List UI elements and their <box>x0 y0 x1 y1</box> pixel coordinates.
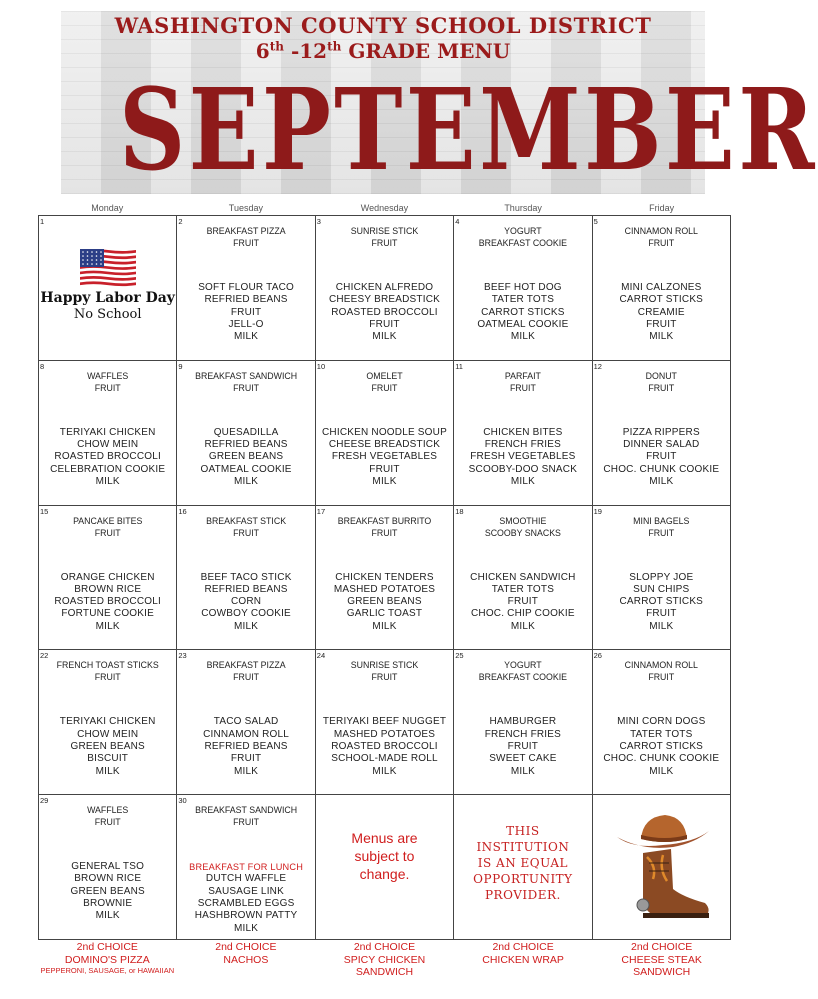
lunch-item: TATER TOTS <box>491 583 555 595</box>
calendar-day-cell <box>316 361 454 506</box>
lunch-item: CHOC. CHIP COOKIE <box>470 608 575 620</box>
second-choice-line: 2nd CHOICE <box>353 941 416 953</box>
lunch-item: CHICKEN ALFREDO <box>335 282 434 293</box>
day-number: 17 <box>316 506 326 516</box>
lunch-item: MILK <box>95 765 120 777</box>
grade-title: 6th -12th GRADE MENU <box>255 39 511 63</box>
lunch-item: TERIYAKI BEEF NUGGET <box>322 716 447 728</box>
second-choice-line: SANDWICH <box>355 966 414 978</box>
lunch-item: REFRIED BEANS <box>204 294 288 306</box>
lunch-item: CHICKEN NOODLE SOUP <box>322 426 447 438</box>
weekday-monday: Monday <box>91 203 124 213</box>
calendar-day-cell <box>39 506 177 651</box>
calendar-day-cell <box>316 506 454 651</box>
breakfast-item: BREAKFAST STICK <box>206 515 287 526</box>
breakfast-menu <box>39 804 176 828</box>
breakfast-item: FRUIT <box>509 382 536 393</box>
calendar-day-cell <box>177 506 315 651</box>
lunch-item: FRESH VEGETABLES <box>331 451 438 463</box>
second-choice-line: CHEESE STEAK <box>621 953 702 966</box>
menu-calendar-grid <box>38 215 731 940</box>
breakfast-item: SCOOBY SNACKS <box>484 527 561 538</box>
weekday-thursday: Thursday <box>504 203 542 213</box>
breakfast-item: FRENCH TOAST STICKS <box>56 660 159 671</box>
lunch-item: CARROT STICKS <box>619 740 704 752</box>
lunch-item: QUESADILLA <box>213 426 279 438</box>
breakfast-item: BREAKFAST SANDWICH <box>195 370 298 381</box>
lunch-item: FRUIT <box>507 740 539 752</box>
lunch-item: FRENCH FRIES <box>484 439 562 451</box>
lunch-item: CHICKEN SANDWICH <box>470 571 576 583</box>
calendar-day-cell <box>177 795 315 940</box>
lunch-item: MASHED POTATOES <box>333 583 436 595</box>
breakfast-item: FRUIT <box>233 527 260 538</box>
lunch-menu <box>593 572 730 633</box>
labor-day-title: Happy Labor Day <box>40 290 175 307</box>
lunch-item: ROASTED BROCCOLI <box>54 596 161 608</box>
calendar-day-cell <box>593 650 731 795</box>
breakfast-menu <box>593 659 730 683</box>
breakfast-menu <box>177 370 314 394</box>
breakfast-item: FRUIT <box>94 672 121 683</box>
second-choice-line: SANDWICH <box>633 966 691 978</box>
lunch-menu <box>593 427 730 488</box>
notice-line: IS AN EQUAL <box>477 856 568 871</box>
lunch-item: ROASTED BROCCOLI <box>54 451 161 463</box>
lunch-item: MILK <box>510 331 535 343</box>
lunch-item: MILK <box>649 331 674 343</box>
lunch-item: CARROT STICKS <box>619 596 704 608</box>
lunch-theme-label: BREAKFAST FOR LUNCH <box>189 862 304 873</box>
breakfast-item: FRUIT <box>94 527 121 538</box>
breakfast-item: PANCAKE BITES <box>73 515 143 526</box>
labor-day-notice <box>39 248 176 323</box>
menu-change-notice <box>316 829 453 883</box>
second-choice-line: 2nd CHOICE <box>631 941 693 953</box>
breakfast-item: FRUIT <box>648 672 675 683</box>
day-number: 19 <box>593 506 602 516</box>
lunch-menu <box>316 716 453 777</box>
lunch-item: OATMEAL COOKIE <box>477 318 569 330</box>
day-number: 30 <box>178 796 187 806</box>
breakfast-item: SUNRISE STICK <box>350 226 419 236</box>
lunch-item: BROWNIE <box>83 898 133 910</box>
day-number: 23 <box>178 651 187 661</box>
lunch-item: TERIYAKI CHICKEN <box>59 716 156 728</box>
day-number: 3 <box>316 217 321 226</box>
breakfast-menu <box>454 515 591 539</box>
breakfast-item: BREAKFAST PIZZA <box>206 226 286 236</box>
lunch-item: FRUIT <box>369 318 400 330</box>
lunch-menu <box>177 716 314 777</box>
lunch-item: PIZZA RIPPERS <box>622 426 700 438</box>
lunch-item: MINI CORN DOGS <box>617 716 706 728</box>
lunch-item: MILK <box>510 765 535 777</box>
breakfast-item: FRUIT <box>648 527 675 538</box>
lunch-item: ROASTED BROCCOLI <box>331 740 438 752</box>
lunch-menu <box>177 282 314 343</box>
day-number: 22 <box>40 651 49 661</box>
lunch-item: MASHED POTATOES <box>333 728 436 740</box>
breakfast-item: FRUIT <box>371 672 398 683</box>
lunch-item: SLOPPY JOE <box>629 571 694 583</box>
lunch-item: CHEESY BREADSTICK <box>328 294 440 306</box>
calendar-day-cell <box>454 506 592 651</box>
day-number: 11 <box>455 361 463 371</box>
lunch-item: GENERAL TSO <box>71 861 145 873</box>
calendar-day-cell <box>316 216 454 361</box>
lunch-item: CELEBRATION COOKIE <box>50 463 166 475</box>
lunch-item: COWBOY COOKIE <box>201 608 291 620</box>
calendar-day-cell <box>316 795 454 940</box>
lunch-item: SCRAMBLED EGGS <box>197 898 295 910</box>
breakfast-item: FRUIT <box>233 672 260 683</box>
lunch-item: CORN <box>230 596 262 608</box>
breakfast-item: FRUIT <box>648 382 675 393</box>
lunch-item: FRUIT <box>507 596 539 608</box>
lunch-item: TATER TOTS <box>630 728 693 740</box>
breakfast-menu <box>316 659 453 683</box>
lunch-item: CARROT STICKS <box>481 306 565 318</box>
equal-opportunity-notice <box>454 823 591 903</box>
lunch-item: MILK <box>649 765 674 777</box>
breakfast-item: CINNAMON ROLL <box>624 226 698 236</box>
lunch-menu <box>454 282 591 343</box>
weekday-friday: Friday <box>649 203 675 213</box>
second-choice-line: DOMINO'S PIZZA <box>64 953 150 966</box>
notice-line: INSTITUTION <box>476 840 570 855</box>
lunch-item: MILK <box>372 620 397 632</box>
lunch-item: MILK <box>95 620 120 632</box>
menu-header-banner <box>61 11 818 196</box>
lunch-menu <box>39 861 176 922</box>
lunch-item: CREAMIE <box>637 306 685 318</box>
second-choice-options: PEPPERONI, SAUSAGE, or HAWAIIAN <box>40 966 175 975</box>
lunch-item: REFRIED BEANS <box>204 740 288 752</box>
calendar-day-cell <box>593 216 731 361</box>
lunch-item: MILK <box>95 910 120 922</box>
breakfast-item: FRUIT <box>648 238 675 248</box>
weekday-tuesday: Tuesday <box>228 203 263 213</box>
lunch-item: MILK <box>234 765 259 777</box>
breakfast-menu <box>177 515 314 539</box>
calendar-day-cell <box>39 216 177 361</box>
lunch-item: GREEN BEANS <box>70 885 145 897</box>
lunch-item: MILK <box>372 331 397 343</box>
lunch-item: HAMBURGER <box>489 716 557 728</box>
second-choice-row <box>38 941 731 979</box>
second-choice-item <box>38 941 177 979</box>
second-choice-line: CHICKEN WRAP <box>482 953 564 966</box>
breakfast-item: MINI BAGELS <box>633 515 690 526</box>
lunch-item: MILK <box>649 620 674 632</box>
lunch-item: ROASTED BROCCOLI <box>331 306 438 318</box>
breakfast-item: FRUIT <box>371 238 398 248</box>
day-number: 8 <box>40 361 45 371</box>
lunch-item: MILK <box>510 620 535 632</box>
lunch-item: DINNER SALAD <box>623 439 700 451</box>
month-title: SEPTEMBER <box>118 65 818 196</box>
day-number: 10 <box>316 361 326 371</box>
calendar-day-cell <box>177 650 315 795</box>
lunch-menu <box>454 427 591 488</box>
lunch-item: FRUIT <box>646 318 677 330</box>
calendar-day-cell <box>454 650 592 795</box>
lunch-item: TERIYAKI CHICKEN <box>59 426 156 438</box>
breakfast-item: WAFFLES <box>87 370 129 381</box>
lunch-item: MILK <box>649 475 674 487</box>
lunch-item: MILK <box>510 475 535 487</box>
breakfast-menu <box>593 225 730 249</box>
lunch-item: MILK <box>234 620 259 632</box>
second-choice-item <box>315 941 454 979</box>
lunch-item: MILK <box>234 922 259 934</box>
lunch-item: TACO SALAD <box>213 716 279 728</box>
breakfast-item: FRUIT <box>94 382 121 393</box>
breakfast-item: CINNAMON ROLL <box>624 660 698 671</box>
breakfast-menu <box>177 659 314 683</box>
lunch-menu <box>39 572 176 633</box>
lunch-item: TATER TOTS <box>491 294 555 306</box>
breakfast-item: YOGURT <box>504 226 542 236</box>
lunch-menu <box>177 572 314 633</box>
calendar-day-cell <box>454 361 592 506</box>
breakfast-menu <box>316 515 453 539</box>
breakfast-item: FRUIT <box>233 238 260 248</box>
second-choice-item <box>454 941 593 979</box>
calendar-day-cell <box>593 795 731 940</box>
day-number: 9 <box>178 361 183 371</box>
calendar-day-cell <box>316 650 454 795</box>
notice-line: THIS <box>506 824 540 839</box>
lunch-item: CARROT STICKS <box>619 294 704 306</box>
breakfast-item: PARFAIT <box>504 370 541 381</box>
lunch-item: MINI CALZONES <box>621 282 702 293</box>
calendar-day-cell <box>39 650 177 795</box>
district-title: WASHINGTON COUNTY SCHOOL DISTRICT <box>114 13 652 38</box>
lunch-item: CINNAMON ROLL <box>203 728 290 740</box>
calendar-day-cell <box>177 216 315 361</box>
lunch-item: MILK <box>234 475 259 487</box>
lunch-item: CHEESE BREADSTICK <box>328 439 441 451</box>
lunch-item: FRUIT <box>230 753 262 765</box>
day-number: 12 <box>593 361 602 371</box>
breakfast-item: DONUT <box>645 370 677 381</box>
breakfast-item: WAFFLES <box>87 805 129 816</box>
lunch-item: GARLIC TOAST <box>346 608 423 620</box>
lunch-item: MILK <box>372 765 397 777</box>
breakfast-menu <box>454 225 591 249</box>
calendar-day-cell <box>454 795 592 940</box>
lunch-item: SOFT FLOUR TACO <box>198 282 294 293</box>
breakfast-item: YOGURT <box>504 660 542 671</box>
american-flag-icon <box>78 248 138 286</box>
breakfast-item: BREAKFAST BURRITO <box>337 515 432 526</box>
lunch-item: FRENCH FRIES <box>484 728 562 740</box>
breakfast-item: SUNRISE STICK <box>350 660 419 671</box>
calendar-day-cell <box>593 506 731 651</box>
lunch-item: CHOC. CHUNK COOKIE <box>603 753 720 765</box>
day-number: 26 <box>593 651 602 661</box>
no-school-label: No School <box>73 307 142 323</box>
lunch-menu <box>177 861 314 935</box>
lunch-item: CHOW MEIN <box>77 439 139 451</box>
day-number: 4 <box>455 217 460 226</box>
day-number: 2 <box>178 217 183 226</box>
lunch-menu <box>316 427 453 488</box>
breakfast-menu <box>39 370 176 394</box>
calendar-day-cell <box>593 361 731 506</box>
lunch-item: SCOOBY-DOO SNACK <box>468 463 578 475</box>
breakfast-item: FRUIT <box>94 817 121 828</box>
lunch-item: BEEF TACO STICK <box>200 571 292 583</box>
lunch-item: REFRIED BEANS <box>204 583 288 595</box>
breakfast-item: FRUIT <box>233 817 260 828</box>
calendar-day-cell <box>39 795 177 940</box>
lunch-menu <box>316 572 453 633</box>
breakfast-menu <box>177 804 314 828</box>
breakfast-item: BREAKFAST SANDWICH <box>195 805 298 816</box>
second-choice-line: 2nd CHOICE <box>76 941 138 953</box>
notice-line: PROVIDER. <box>484 888 561 903</box>
lunch-menu <box>39 427 176 488</box>
weekday-wednesday: Wednesday <box>360 203 409 213</box>
second-choice-line: NACHOS <box>223 953 269 966</box>
lunch-item: REFRIED BEANS <box>204 439 288 451</box>
lunch-item: FRUIT <box>230 306 262 318</box>
lunch-item: BROWN RICE <box>74 873 142 885</box>
lunch-item: DUTCH WAFFLE <box>205 873 287 885</box>
lunch-item: CHICKEN TENDERS <box>335 571 434 583</box>
lunch-item: MILK <box>234 331 259 343</box>
breakfast-menu <box>316 225 453 249</box>
breakfast-menu <box>454 659 591 683</box>
notice-line: subject to <box>354 848 415 865</box>
lunch-item: ORANGE CHICKEN <box>60 571 155 583</box>
lunch-item: GREEN BEANS <box>70 740 145 752</box>
lunch-item: GREEN BEANS <box>347 596 422 608</box>
lunch-item: CHOW MEIN <box>77 728 139 740</box>
lunch-item: SCHOOL-MADE ROLL <box>331 753 438 765</box>
breakfast-item: BREAKFAST PIZZA <box>206 660 286 671</box>
lunch-item: CHICKEN BITES <box>483 426 563 438</box>
cowboy-boot-hat-icon <box>613 809 713 924</box>
lunch-menu <box>177 427 314 488</box>
breakfast-item: BREAKFAST COOKIE <box>478 238 568 248</box>
breakfast-item: FRUIT <box>371 382 398 393</box>
lunch-menu <box>593 282 730 343</box>
second-choice-item <box>592 941 731 979</box>
lunch-item: FRUIT <box>646 608 677 620</box>
day-number: 16 <box>178 506 187 516</box>
breakfast-item: BREAKFAST COOKIE <box>478 672 568 683</box>
lunch-item: OATMEAL COOKIE <box>200 463 292 475</box>
notice-line: Menus are <box>351 830 418 847</box>
lunch-item: FORTUNE COOKIE <box>61 608 154 620</box>
lunch-item: MILK <box>95 475 120 487</box>
lunch-item: CHOC. CHUNK COOKIE <box>603 463 720 475</box>
notice-line: OPPORTUNITY <box>473 872 573 887</box>
lunch-item: SUN CHIPS <box>633 583 690 595</box>
breakfast-item: FRUIT <box>371 527 398 538</box>
day-number: 25 <box>455 651 464 661</box>
breakfast-menu <box>39 659 176 683</box>
day-number: 29 <box>40 796 49 806</box>
lunch-menu <box>593 716 730 777</box>
day-number: 24 <box>316 651 326 661</box>
lunch-item: MILK <box>372 475 397 487</box>
lunch-item: FRESH VEGETABLES <box>470 451 576 463</box>
lunch-item: FRUIT <box>646 451 677 463</box>
second-choice-line: SPICY CHICKEN <box>343 953 426 966</box>
breakfast-item: FRUIT <box>233 382 260 393</box>
lunch-item: SAUSAGE LINK <box>208 885 284 897</box>
lunch-item: SWEET CAKE <box>489 753 557 765</box>
lunch-item: BROWN RICE <box>74 583 142 595</box>
calendar-day-cell <box>39 361 177 506</box>
lunch-item: HASHBROWN PATTY <box>194 910 298 922</box>
breakfast-menu <box>39 515 176 539</box>
second-choice-line: 2nd CHOICE <box>492 941 554 953</box>
calendar-day-cell <box>177 361 315 506</box>
breakfast-menu <box>593 370 730 394</box>
lunch-item: GREEN BEANS <box>208 451 284 463</box>
breakfast-menu <box>316 370 453 394</box>
lunch-menu <box>316 282 453 343</box>
second-choice-item <box>177 941 316 979</box>
weekday-header-row <box>38 203 731 215</box>
lunch-menu <box>454 572 591 633</box>
day-number: 15 <box>40 506 49 516</box>
lunch-item: BEEF HOT DOG <box>484 282 562 293</box>
notice-line: change. <box>359 866 410 883</box>
lunch-item: BISCUIT <box>87 753 129 765</box>
breakfast-item: SMOOTHIE <box>499 515 547 526</box>
breakfast-menu <box>177 225 314 249</box>
day-number: 18 <box>455 506 464 516</box>
lunch-item: FRUIT <box>369 463 400 475</box>
day-number: 1 <box>40 217 45 226</box>
breakfast-menu <box>593 515 730 539</box>
breakfast-item: OMELET <box>366 370 403 381</box>
lunch-menu <box>454 716 591 777</box>
calendar-day-cell <box>454 216 592 361</box>
lunch-menu <box>39 716 176 777</box>
breakfast-menu <box>454 370 591 394</box>
lunch-item: JELL-O <box>228 318 264 330</box>
second-choice-line: 2nd CHOICE <box>215 941 277 953</box>
day-number: 5 <box>593 217 598 226</box>
